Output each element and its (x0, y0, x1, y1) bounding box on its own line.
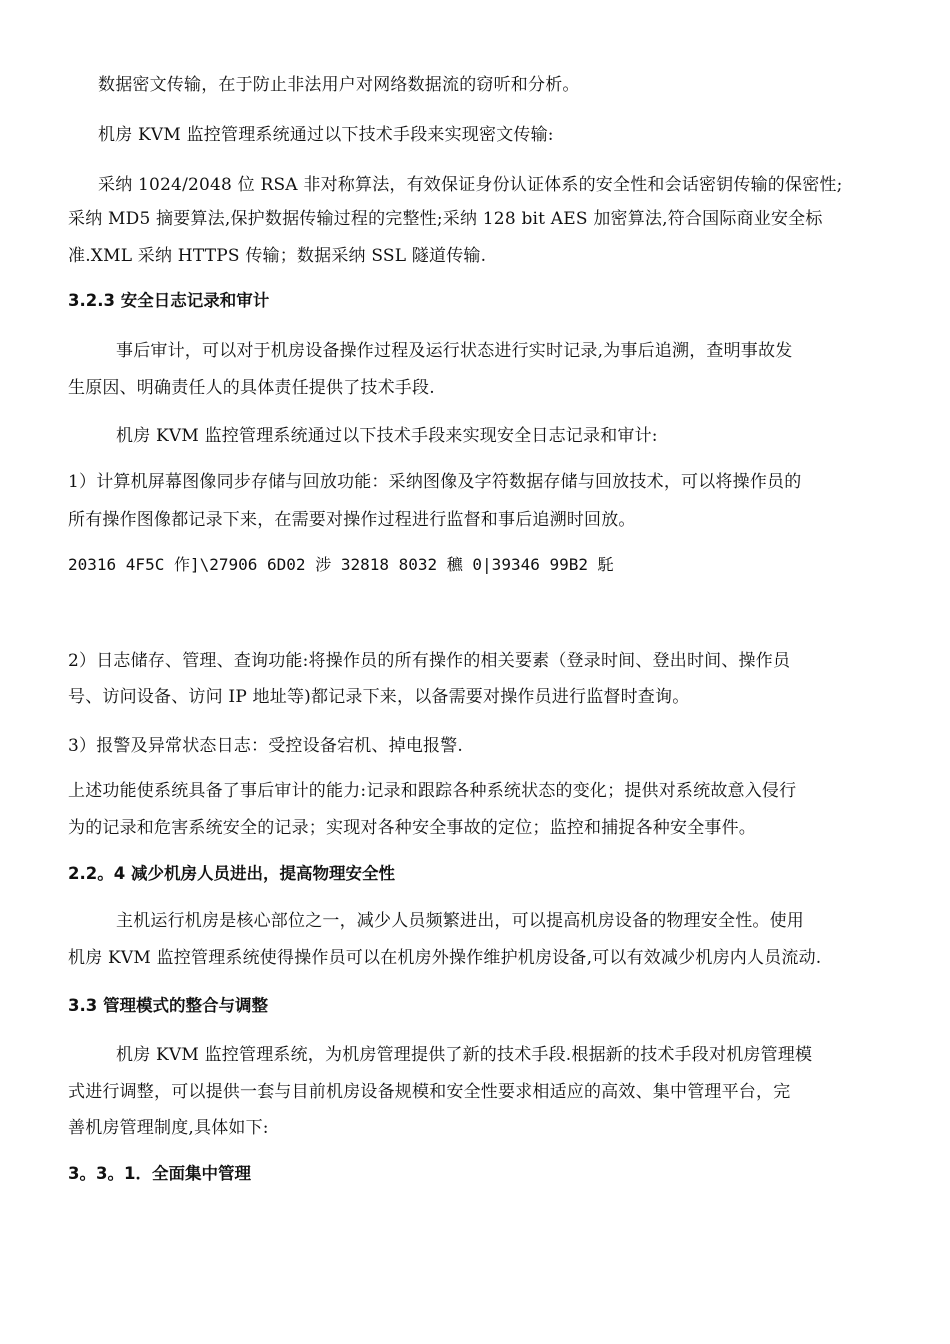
section-heading-3-3-1: 3。3。1．全面集中管理 (68, 1164, 251, 1183)
paragraph-line: 生原因、明确责任人的具体责任提供了技术手段. (68, 378, 435, 398)
section-heading-3-2-3: 3.2.3 安全日志记录和审计 (68, 291, 270, 310)
paragraph-line: 事后审计，可以对于机房设备操作过程及运行状态进行实时记录,为事后追溯，查明事故发 (116, 341, 793, 361)
garbled-text-line: 20316 4F5C 作]\27906 6D02 涉 32818 8032 穮 0|39346 99B2 馲 (68, 555, 614, 574)
paragraph-line: 机房 KVM 监控管理系统，为机房管理提供了新的技术手段.根据新的技术手段对机房管理模 (116, 1045, 813, 1065)
paragraph-line: 式进行调整，可以提供一套与目前机房设备规模和安全性要求相适应的高效、集中管理平台，完 (68, 1082, 791, 1102)
section-heading-3-3: 3.3 管理模式的整合与调整 (68, 996, 268, 1015)
paragraph-line: 采纳 1024/2048 位 RSA 非对称算法，有效保证身份认证体系的安全性和会话密钥传输的保密性; (98, 175, 843, 195)
list-item-line: 1）计算机屏幕图像同步存储与回放功能：采纳图像及字符数据存储与回放技术，可以将操作员的 (68, 472, 802, 492)
list-item-line: 所有操作图像都记录下来，在需要对操作过程进行监督和事后追溯时回放。 (68, 510, 636, 530)
section-heading-2-2-4: 2.2。4 减少机房人员进出，提高物理安全性 (68, 864, 395, 883)
paragraph-line: 上述功能使系统具备了事后审计的能力:记录和跟踪各种系统状态的变化；提供对系统故意入侵行 (68, 781, 797, 801)
paragraph-line: 数据密文传输，在于防止非法用户对网络数据流的窃听和分析。 (98, 75, 580, 95)
list-item-line: 3）报警及异常状态日志：受控设备宕机、掉电报警. (68, 736, 464, 756)
paragraph-line: 准.XML 采纳 HTTPS 传输；数据采纳 SSL 隧道传输. (68, 246, 487, 266)
paragraph-line: 采纳 MD5 摘要算法,保护数据传输过程的完整性;采纳 128 bit AES 加密算法,符合国际商业安全标 (68, 209, 823, 229)
paragraph-line: 机房 KVM 监控管理系统通过以下技术手段来实现密文传输: (98, 125, 554, 145)
paragraph-line: 主机运行机房是核心部位之一，减少人员频繁进出，可以提高机房设备的物理安全性。使用 (116, 911, 804, 931)
paragraph-line: 机房 KVM 监控管理系统使得操作员可以在机房外操作维护机房设备,可以有效减少机房内人员流动. (68, 948, 822, 968)
paragraph-line: 为的记录和危害系统安全的记录；实现对各种安全事故的定位；监控和捕捉各种安全事件。 (68, 818, 756, 838)
paragraph-line: 机房 KVM 监控管理系统通过以下技术手段来实现安全日志记录和审计: (116, 426, 658, 446)
list-item-line: 号、访问设备、访问 IP 地址等)都记录下来，以备需要对操作员进行监督时查询。 (68, 687, 690, 707)
list-item-line: 2）日志储存、管理、查询功能:将操作员的所有操作的相关要素（登录时间、登出时间、操作员 (68, 651, 791, 671)
paragraph-line: 善机房管理制度,具体如下: (68, 1118, 269, 1138)
